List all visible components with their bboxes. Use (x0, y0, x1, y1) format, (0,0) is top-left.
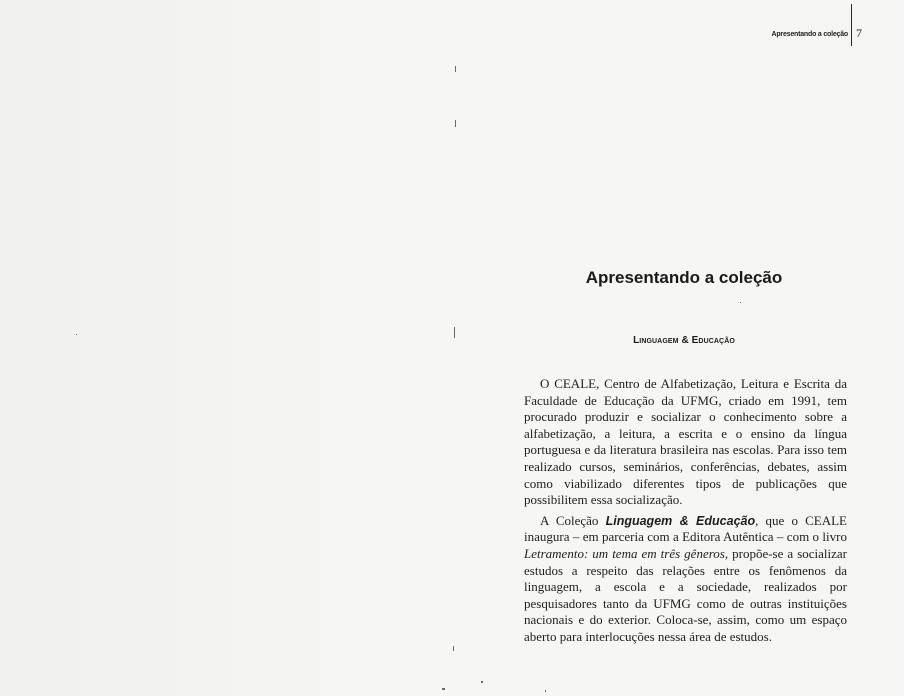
scan-speck (481, 681, 483, 683)
scan-speck (442, 688, 445, 690)
scan-speck (545, 690, 546, 692)
scan-speck (455, 66, 456, 72)
book-title: Letramento: um tema em três gêneros (524, 545, 725, 561)
paragraph-1: O CEALE, Centro de Alfabetização, Leitura e Escrita da Faculdade de Educação da UFMG, criado em 1991, tem procurado produzir e socializar o conhecimento sobre a alfabetização, a leitura, a escrita e o ensino da língua portuguesa e da literatura brasileira nas escolas. Para isso tem realizado cursos, seminários, conferências, debates, assim como viabilizado diferentes tipos de publicações que possibilitem essa socialização. (524, 376, 847, 508)
running-header (771, 25, 862, 41)
scan-speck (454, 327, 455, 338)
section-heading: Linguagem & Educação (633, 335, 735, 346)
scan-speck (740, 302, 741, 303)
paragraph-2-end: , propõe-se a socializar estudos a respeito das relações entre os fenômenos da linguagem, a escola e a sociedade, realizados por pesquisadores tanto da UFMG como de outras instituições nacionais e do exterior. Coloca-se, assim, como um espaço aberto para interlocuções nessa área de estudos. (524, 545, 847, 644)
scan-speck (453, 646, 454, 651)
paragraph-2 (524, 513, 847, 646)
paragraph-2-intro: A Coleção (540, 512, 606, 528)
scan-speck (76, 334, 77, 335)
chapter-title: Apresentando a coleção (585, 268, 783, 287)
page-number: 7 (856, 25, 862, 40)
series-name: Linguagem & Educação (605, 513, 756, 528)
body-text (524, 376, 847, 646)
scan-speck (455, 120, 456, 127)
running-header-title: Apresentando a coleção (771, 30, 848, 38)
paragraph-2-middle: , que o CEALE inaugura – em parceria com a Editora Autêntica – com o livro (524, 512, 847, 545)
